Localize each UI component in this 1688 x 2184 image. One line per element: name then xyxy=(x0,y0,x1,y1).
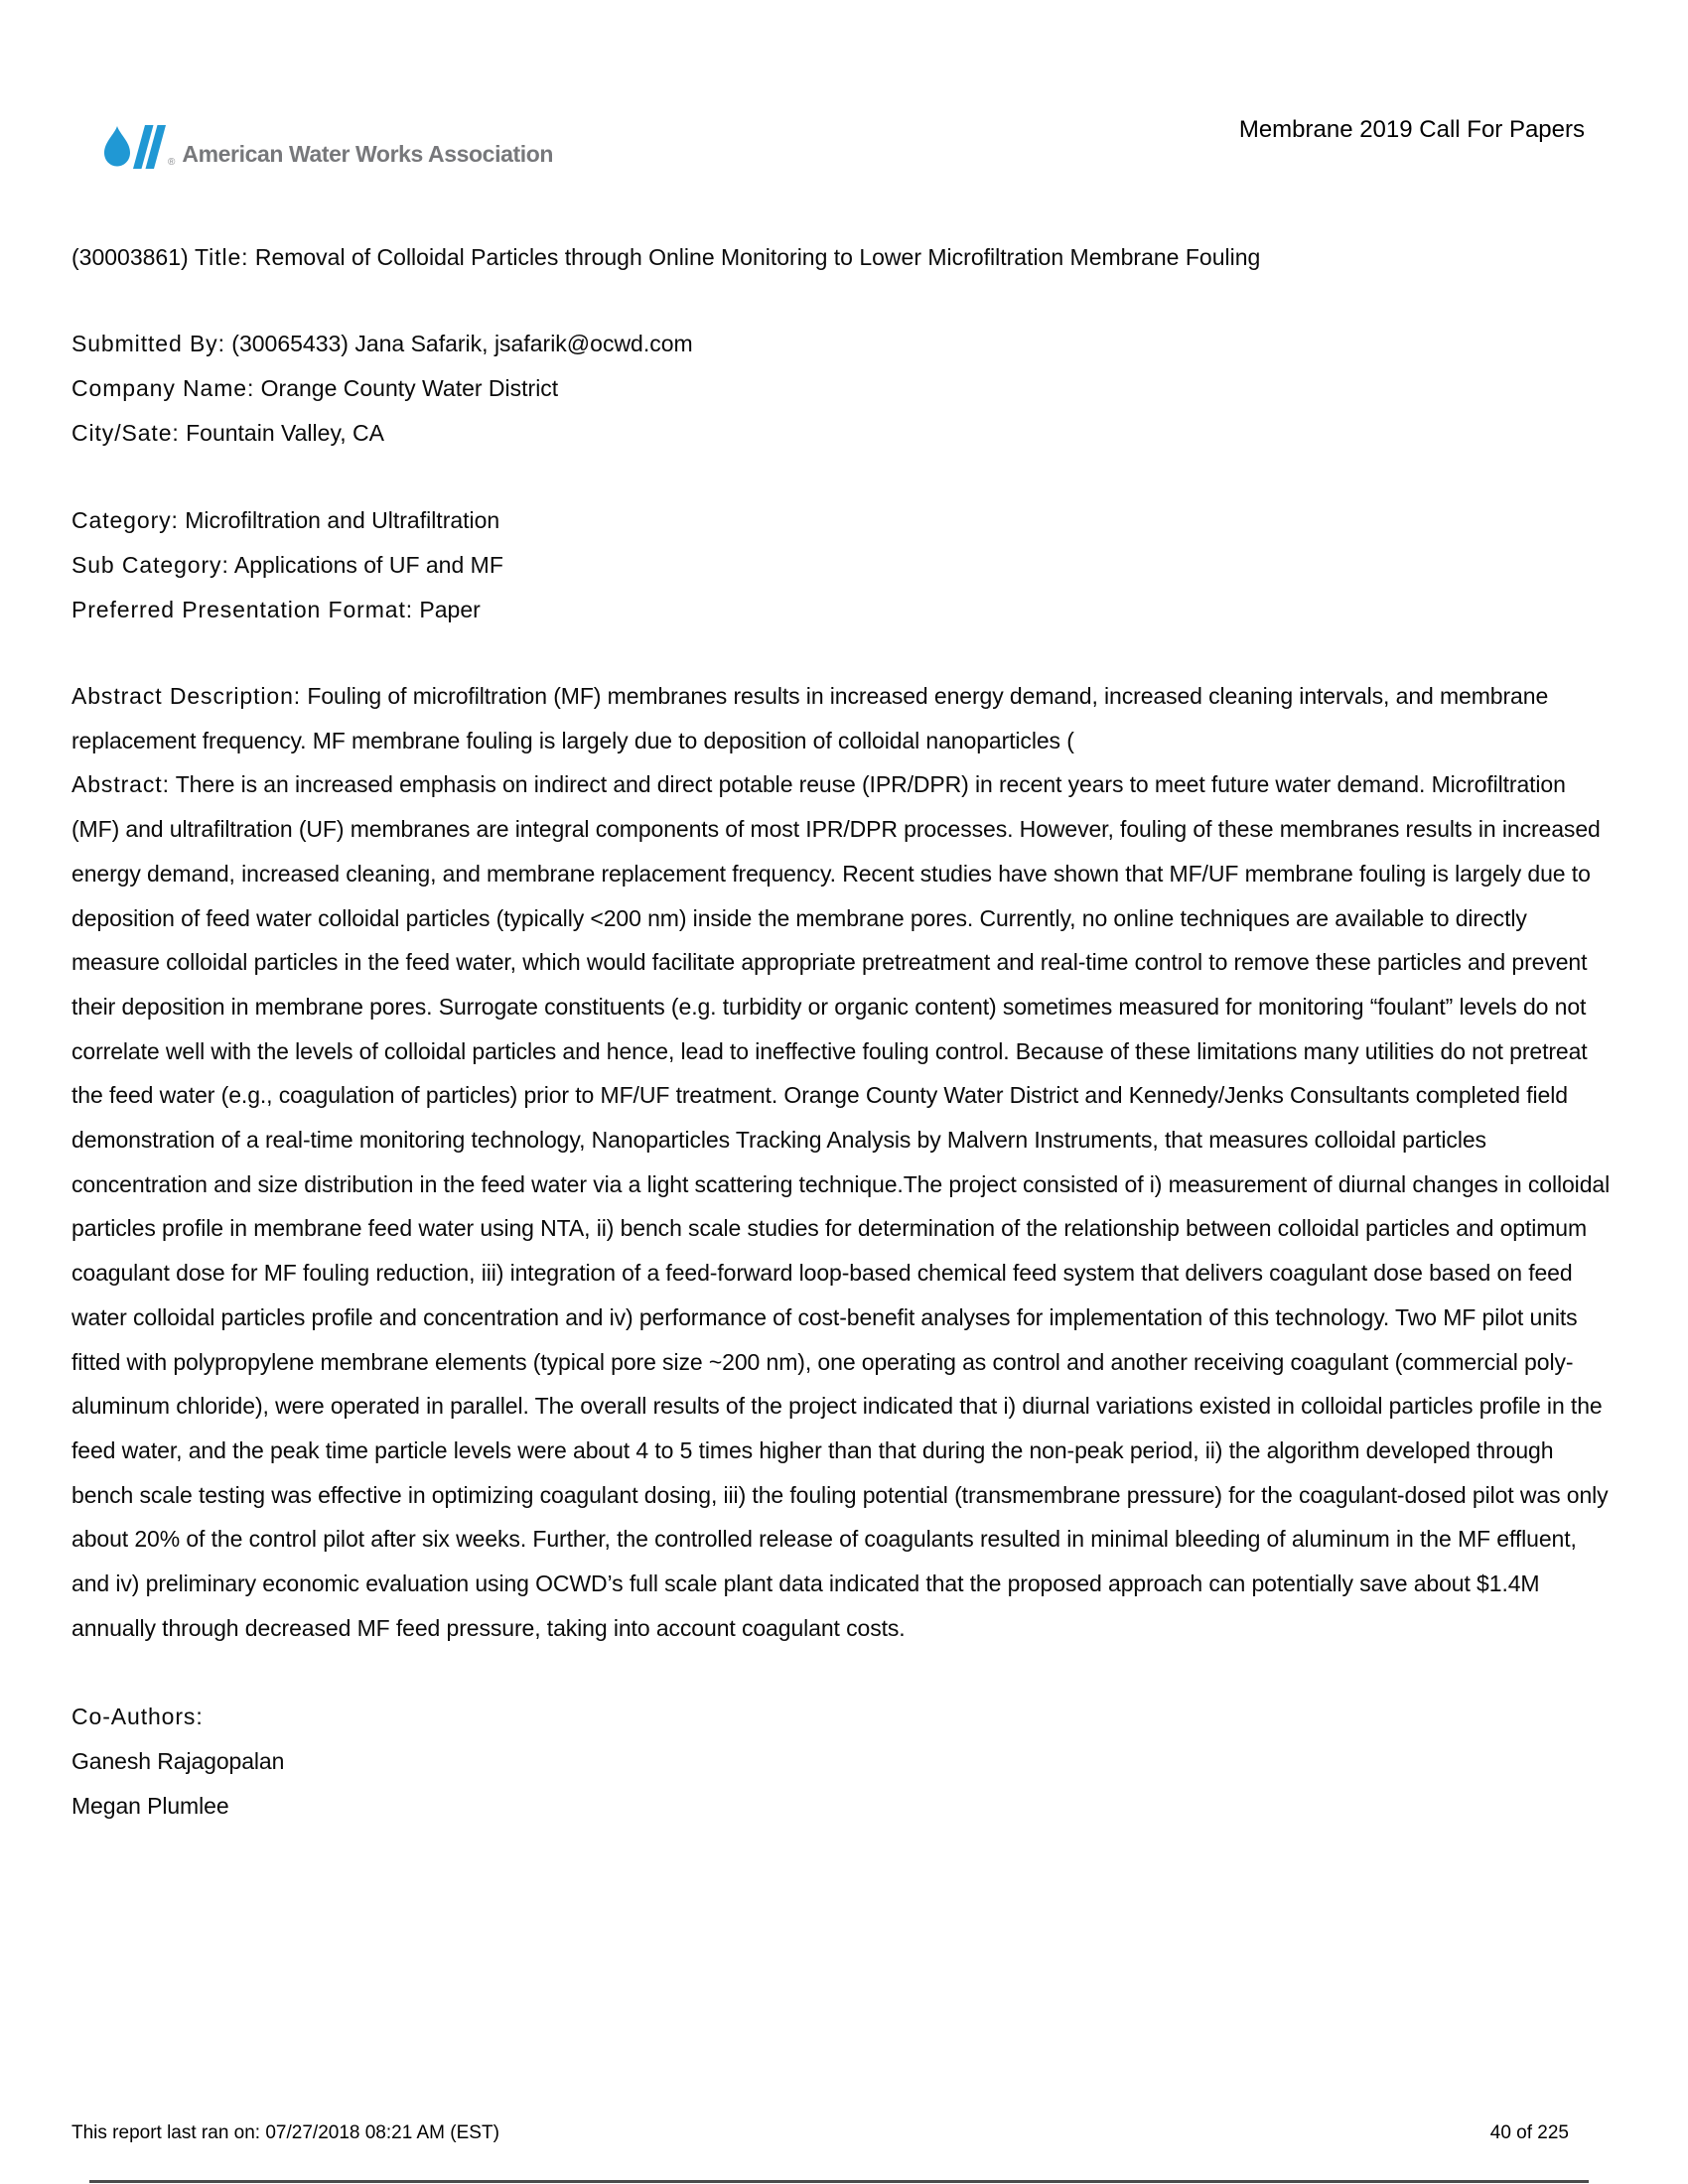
city-state-label: City/Sate: xyxy=(71,420,180,446)
co-author-name: Megan Plumlee xyxy=(71,1792,229,1819)
water-drop-icon xyxy=(102,123,166,169)
submitted-by-value: (30065433) Jana Safarik, jsafarik@ocwd.com xyxy=(231,331,693,356)
registered-mark: ® xyxy=(168,157,176,168)
sub-category-label: Sub Category: xyxy=(71,552,229,578)
city-state-value: Fountain Valley, CA xyxy=(186,420,384,446)
abstract-paragraph xyxy=(71,762,1618,1650)
page-bottom-edge xyxy=(89,2180,1589,2183)
field-row-sub-category xyxy=(71,543,1618,588)
title-label: Title: xyxy=(195,244,249,270)
footer-last-run: This report last ran on: 07/27/2018 08:21 AM (EST) xyxy=(71,2122,499,2143)
field-row-city-state xyxy=(71,411,1618,456)
abstract-description-label: Abstract Description: xyxy=(71,683,302,709)
company-value: Orange County Water District xyxy=(260,375,559,401)
classification-block xyxy=(71,498,1618,632)
field-row-company xyxy=(71,366,1618,411)
footer-page-number: 40 of 225 xyxy=(1489,2122,1569,2143)
record-id: (30003861) xyxy=(71,244,189,270)
logo-text: American Water Works Association xyxy=(182,141,554,167)
category-value: Microfiltration and Ultrafiltration xyxy=(185,507,500,533)
page-footer xyxy=(71,2122,1569,2144)
presentation-format-label: Preferred Presentation Format: xyxy=(71,597,414,622)
company-label: Company Name: xyxy=(71,375,255,401)
co-author-name: Ganesh Rajagopalan xyxy=(71,1748,285,1775)
awwa-logo xyxy=(102,123,553,169)
submission-block xyxy=(71,322,1618,456)
field-row-presentation-format xyxy=(71,588,1618,632)
co-authors-label: Co-Authors: xyxy=(71,1704,204,1730)
record-title-line xyxy=(71,243,1618,271)
abstract-label: Abstract: xyxy=(71,771,170,798)
category-label: Category: xyxy=(71,507,179,533)
abstract-section xyxy=(71,674,1618,1829)
report-title: Membrane 2019 Call For Papers xyxy=(1238,116,1585,143)
sub-category-value: Applications of UF and MF xyxy=(233,552,503,578)
co-authors-block xyxy=(71,1695,1618,1828)
abstract-description-text: Fouling of microfiltration (MF) membranes results in increased energy demand, increased cleaning intervals, and membrane replacement frequency. MF membrane fouling is largely due to deposition of colloidal nanoparticles ( xyxy=(71,683,1549,753)
record-title: Removal of Colloidal Particles through Online Monitoring to Lower Microfiltration Membrane Fouling xyxy=(254,244,1261,270)
field-row-category xyxy=(71,498,1618,543)
abstract-description-paragraph xyxy=(71,674,1618,762)
submitted-by-label: Submitted By: xyxy=(71,331,225,356)
abstract-text: There is an increased emphasis on indirect and direct potable reuse (IPR/DPR) in recent years to meet future water demand. Microfiltration (MF) and ultrafiltration (UF) membranes are integral components of most IPR/DPR processes. However, fouling of these membranes results in increased energy demand, increased cleaning, and membrane replacement frequency. Recent studies have shown that MF/UF membrane fouling is largely due to deposition of feed water colloidal particles (typically <200 nm) inside the membrane pores. Currently, no online techniques are available to directly measure colloidal particles in the feed water, which would facilitate appropriate pretreatment and real-time control to remove these particles and prevent their deposition in membrane pores. Surrogate constituents (e.g. turbidity or organic content) sometimes measured for monitoring “foulant” levels do not correlate well with the levels of colloidal particles and hence, lead to ineffective fouling control. Because of these limitations many utilities do not pretreat the feed water (e.g., coagulation of particles) prior to MF/UF treatment. Orange County Water District and Kennedy/Jenks Consultants completed field demonstration of a real-time monitoring technology, Nanoparticles Tracking Analysis by Malvern Instruments, that measures colloidal particles concentration and size distribution in the feed water via a light scattering technique.The project consisted of i) measurement of diurnal changes in colloidal particles profile in membrane feed water using NTA, ii) bench scale studies for determination of the relationship between colloidal particles and optimum coagulant dose for MF fouling reduction, iii) integration of a feed-forward loop-based chemical feed system that delivers coagulant dose based on feed water colloidal particles profile and concentration and iv) performance of cost-benefit analyses for implementation of this technology. Two MF pilot units fitted with polypropylene membrane elements (typical pore size ~200 nm), one operating as control and another receiving coagulant (commercial poly-aluminum chloride), were operated in parallel. The overall results of the project indicated that i) diurnal variations existed in colloidal particles profile in the feed water, and the peak time particle levels were about 4 to 5 times higher than that during the non-peak period, ii) the algorithm developed through bench scale testing was effective in optimizing coagulant dosing, iii) the fouling potential (transmembrane pressure) for the coagulant-dosed pilot was only about 20% of the control pilot after six weeks. Further, the controlled release of coagulants resulted in minimal bleeding of aluminum in the MF effluent, and iv) preliminary economic evaluation using OCWD’s full scale plant data indicated that the proposed approach can potentially save about $1.4M annually through decreased MF feed pressure, taking into account coagulant costs. xyxy=(71,771,1611,1641)
presentation-format-value: Paper xyxy=(419,597,481,622)
field-row-submitted-by xyxy=(71,322,1618,366)
